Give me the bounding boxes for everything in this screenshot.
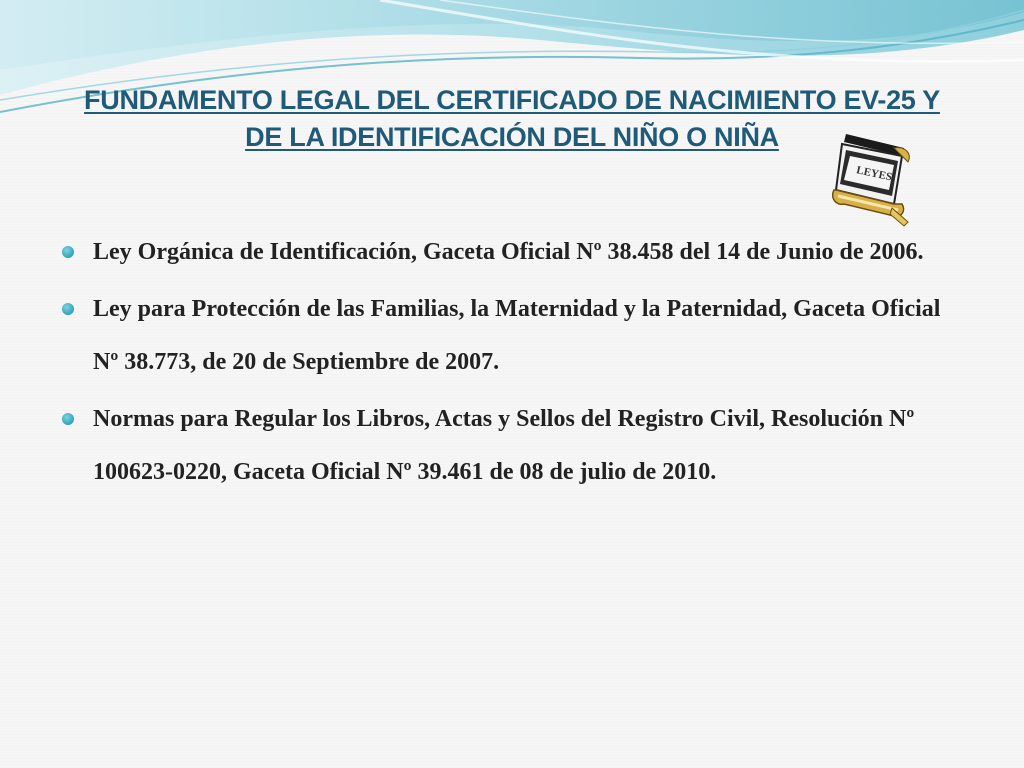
bullet-dot bbox=[62, 303, 74, 315]
list-item bbox=[60, 283, 960, 389]
list-item-text: Normas para Regular los Libros, Actas y Sellos del Registro Civil, Resolución Nº 100623-0220, Gaceta Oficial Nº 39.461 de 08 de julio de 2010. bbox=[93, 406, 915, 485]
list-item-text: Ley Orgánica de Identificación, Gaceta Oficial Nº 38.458 del 14 de Junio de 2006. bbox=[93, 239, 924, 265]
law-list bbox=[60, 226, 960, 503]
list-item bbox=[60, 226, 960, 279]
title-line-1: FUNDAMENTO LEGAL DEL CERTIFICADO DE NACIMIENTO EV-25 Y bbox=[84, 85, 940, 115]
bullet-dot bbox=[62, 413, 74, 425]
title-line-2: DE LA IDENTIFICACIÓN DEL NIÑO O NIÑA bbox=[245, 122, 779, 152]
scroll-label: LEYES bbox=[855, 164, 894, 184]
bullet-dot bbox=[62, 246, 74, 258]
scroll-leyes-icon bbox=[832, 126, 916, 230]
list-item-text: Ley para Protección de las Familias, la Maternidad y la Paternidad, Gaceta Oficial Nº 38.773, de 20 de Septiembre de 2007. bbox=[93, 296, 941, 375]
list-item bbox=[60, 393, 960, 499]
